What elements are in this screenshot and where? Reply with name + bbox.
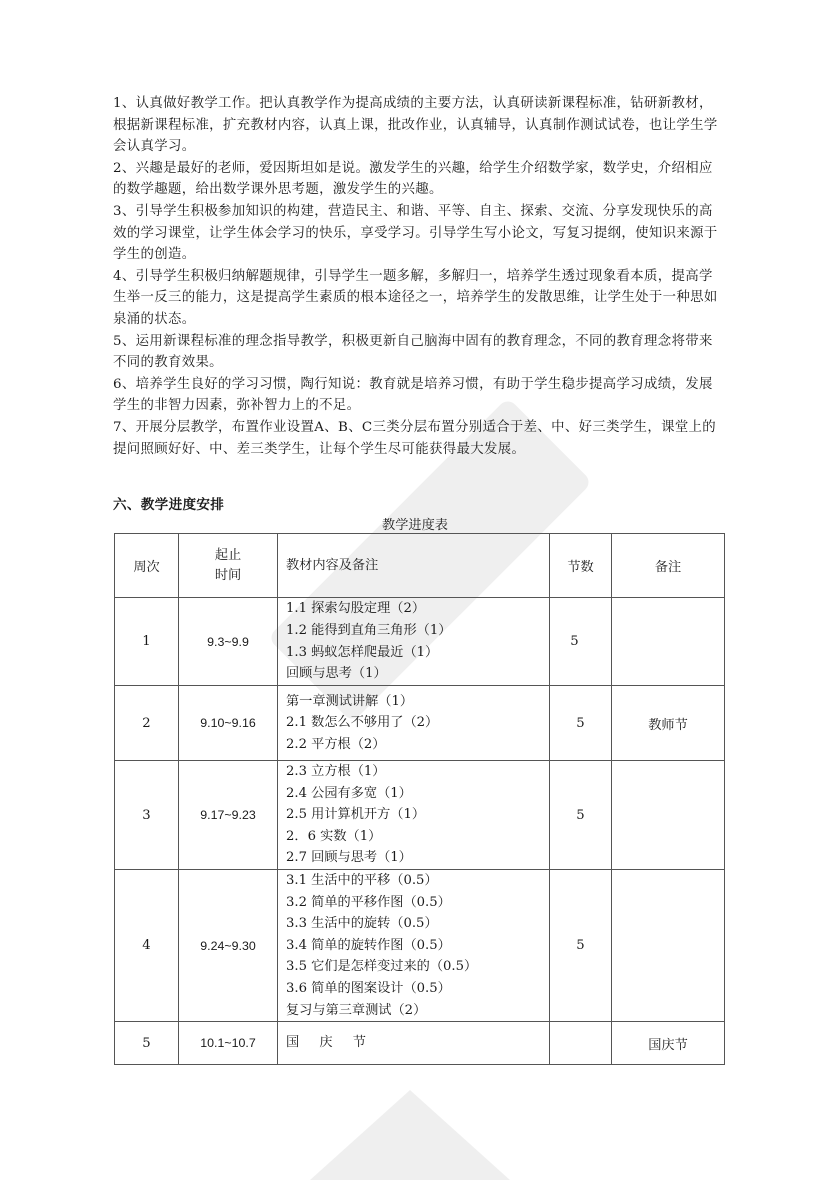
content-line: 3.2 简单的平移作图（0.5）	[286, 894, 451, 910]
content-cell	[278, 761, 550, 870]
content-line: 2.1 数怎么不够用了（2）	[286, 715, 439, 731]
paragraph-5: 5、运用新课程标准的理念指导教学，积极更新自己脑海中固有的教育理念，不同的教育理念将带来不同的教育效果。	[113, 333, 713, 371]
table-row	[115, 761, 725, 870]
paragraph-1: 1、认真做好教学工作。把认真教学作为提高成绩的主要方法，认真研读新课程标准，钻研新教材，根据新课程标准，扩充教材内容，认真上课，批改作业，认真辅导，认真制作测试试卷，也让学生学会认真学习。	[113, 96, 718, 155]
lessons-cell: 5	[550, 686, 612, 761]
content-cell	[278, 686, 550, 761]
content-line: 回顾与思考（1）	[286, 666, 387, 682]
table-row	[115, 598, 725, 686]
schedule-table	[114, 533, 725, 1065]
date-cell: 9.10~9.16	[179, 686, 278, 761]
content-line: 复习与第三章测试（2）	[286, 1002, 427, 1018]
week-cell: 1	[115, 598, 179, 686]
section-heading: 六、教学进度安排	[113, 497, 225, 513]
header-week: 周次	[115, 534, 179, 598]
table-row	[115, 870, 725, 1022]
week-cell: 5	[115, 1022, 179, 1065]
note-cell	[612, 761, 725, 870]
note-cell: 国庆节	[612, 1022, 725, 1065]
lessons-value: 5	[570, 634, 579, 649]
paragraph-7: 7、开展分层教学，布置作业设置A、B、C三类分层布置分别适合于差、中、好三类学生，课堂上的提问照顾好好、中、差三类学生，让每个学生尽可能获得最大发展。	[113, 419, 717, 457]
week-cell: 2	[115, 686, 179, 761]
content-line: 2.4 公园有多宽（1）	[286, 785, 412, 801]
lessons-cell: 5	[550, 761, 612, 870]
content-line: 2.7 回顾与思考（1）	[286, 850, 412, 866]
date-cell: 10.1~10.7	[179, 1022, 278, 1065]
lessons-cell: 5	[550, 870, 612, 1022]
table-row	[115, 1022, 725, 1065]
header-note: 备注	[612, 534, 725, 598]
header-lessons: 节数	[550, 534, 612, 598]
table-header-row	[115, 534, 725, 598]
content-line: 3.1 生活中的平移（0.5）	[286, 873, 438, 888]
content-line: 3.4 简单的旋转作图（0.5）	[286, 937, 451, 953]
watermark-logo-bottom	[310, 1090, 510, 1180]
body-paragraphs	[113, 93, 723, 460]
content-line: 1.2 能得到直角三角形（1）	[286, 622, 452, 638]
note-cell	[612, 870, 725, 1022]
content-line: 2.3 立方根（1）	[286, 764, 386, 780]
date-cell: 9.3~9.9	[179, 598, 278, 686]
note-cell	[612, 598, 725, 686]
paragraph-4: 4、引导学生积极归纳解题规律，引导学生一题多解，多解归一，培养学生透过现象看本质，提高学生举一反三的能力，这是提高学生素质的根本途径之一，培养学生的发散思维，让学生处于一种思如泉涌的状态。	[113, 268, 718, 327]
paragraph-3: 3、引导学生积极参加知识的构建，营造民主、和谐、平等、自主、探索、交流、分享发现快乐的高效的学习课堂，让学生体会学习的快乐，享受学习。引导学生写小论文，写复习提纲，使知识来源于学生的创造。	[113, 203, 718, 263]
lessons-cell	[550, 598, 612, 686]
lessons-cell	[550, 1022, 612, 1065]
header-date	[179, 534, 278, 598]
content-cell	[278, 598, 550, 686]
content-line: 第一章测试讲解（1）	[286, 693, 414, 709]
content-cell	[278, 870, 550, 1022]
content-line: 2.2 平方根（2）	[286, 736, 386, 752]
header-content: 教材内容及备注	[278, 534, 550, 598]
content-line: 2．6 实数（1）	[286, 828, 382, 844]
content-line: 3.3 生活中的旋转（0.5）	[286, 916, 438, 932]
table-row	[115, 686, 725, 761]
week-cell: 4	[115, 870, 179, 1022]
content-line: 3.5 它们是怎样变过来的（0.5）	[286, 959, 478, 975]
header-date-line1: 起止	[214, 547, 242, 563]
content-line: 1.3 蚂蚁怎样爬最近（1）	[286, 644, 439, 660]
content-cell	[278, 1022, 550, 1065]
content-line: 2.5 用计算机开方（1）	[286, 807, 426, 823]
header-date-line2: 时间	[214, 567, 242, 583]
date-cell: 9.17~9.23	[179, 761, 278, 870]
table-caption: 教学进度表	[382, 518, 448, 533]
paragraph-6: 6、培养学生良好的学习习惯，陶行知说：教育就是培养习惯，有助于学生稳步提高学习成绩，发展学生的非智力因素，弥补智力上的不足。	[113, 376, 713, 414]
week-cell: 3	[115, 761, 179, 870]
note-cell: 教师节	[612, 686, 725, 761]
paragraph-2: 2、兴趣是最好的老师，爱因斯坦如是说。激发学生的兴趣，给学生介绍数学家，数学史，介绍相应的数学趣题，给出数学课外思考题，激发学生的兴趣。	[113, 160, 713, 198]
date-cell: 9.24~9.30	[179, 870, 278, 1022]
content-line: 3.6 简单的图案设计（0.5）	[286, 980, 451, 996]
content-line: 1.1 探索勾股定理（2）	[286, 601, 426, 617]
content-line: 国 庆 节	[286, 1035, 374, 1051]
